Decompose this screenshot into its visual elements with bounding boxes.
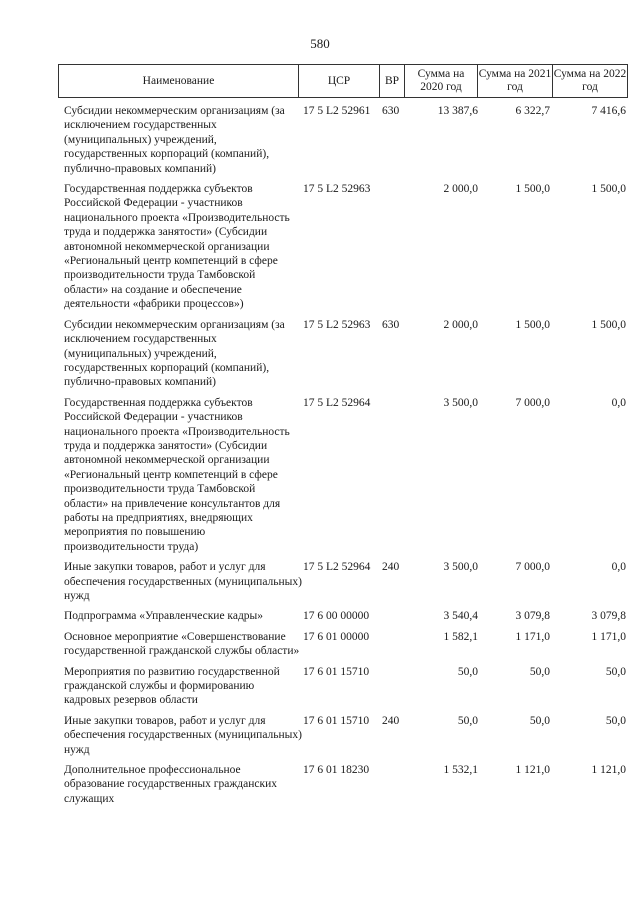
table-row bbox=[0, 763, 640, 806]
table-row bbox=[0, 396, 640, 554]
row-name: Основное мероприятие «Совершенствование государственной гражданской службы области» bbox=[64, 630, 300, 658]
row-csr: 17 5 L2 52963 bbox=[303, 183, 371, 196]
row-sum-2020: 1 532,1 bbox=[443, 764, 478, 777]
table-row bbox=[0, 182, 640, 312]
row-vr: 240 bbox=[382, 714, 400, 727]
table-row bbox=[0, 630, 640, 659]
row-csr: 17 5 L2 52964 bbox=[303, 561, 371, 574]
table-header bbox=[58, 64, 628, 98]
row-sum-2021: 7 000,0 bbox=[515, 561, 550, 574]
row-csr: 17 6 01 00000 bbox=[303, 630, 370, 643]
header-sum-2020: Сумма на 2020 год bbox=[404, 64, 478, 98]
row-sum-2022: 0,0 bbox=[611, 396, 626, 409]
table-row bbox=[0, 714, 640, 757]
row-sum-2020: 13 387,6 bbox=[437, 105, 478, 117]
row-sum-2020: 2 000,0 bbox=[443, 318, 478, 331]
row-sum-2022: 1 500,0 bbox=[591, 183, 626, 196]
row-sum-2021: 1 500,0 bbox=[515, 183, 550, 196]
row-sum-2022: 1 171,0 bbox=[591, 630, 626, 643]
row-sum-2020: 3 540,4 bbox=[443, 610, 478, 623]
header-csr: ЦСР bbox=[298, 64, 380, 98]
row-sum-2020: 2 000,0 bbox=[443, 183, 478, 196]
row-vr: 240 bbox=[382, 561, 400, 574]
row-csr: 17 6 01 15710 bbox=[303, 665, 370, 678]
row-csr: 17 5 L2 52964 bbox=[303, 396, 371, 409]
header-vr: ВР bbox=[379, 64, 405, 98]
header-name: Наименование bbox=[58, 64, 299, 98]
row-sum-2020: 3 500,0 bbox=[443, 396, 478, 409]
row-sum-2020: 50,0 bbox=[457, 714, 478, 727]
row-sum-2022: 0,0 bbox=[611, 561, 626, 574]
row-sum-2021: 6 322,7 bbox=[515, 105, 550, 117]
row-vr: 630 bbox=[382, 105, 400, 117]
row-name: Субсидии некоммерческим организациям (за исключением государственных (муниципальных) учреждений, государственных корпораций (компаний), публично-правовых компаний) bbox=[64, 105, 285, 175]
row-sum-2021: 7 000,0 bbox=[515, 396, 550, 409]
table-row bbox=[0, 560, 640, 603]
header-sum-2021: Сумма на 2021 год bbox=[477, 64, 553, 98]
row-sum-2022: 50,0 bbox=[605, 714, 626, 727]
row-name: Иные закупки товаров, работ и услуг для обеспечения государственных (муниципальных) нужд bbox=[64, 561, 302, 602]
table-body bbox=[0, 104, 640, 806]
row-name: Государственная поддержка субъектов Российской Федерации - участников национального проекта «Производительность труда и поддержка занятости» (Субсидии автономной некоммерческой организации «Региональный центр компетенций в сфере производительности труда Тамбовской области» на создание и обеспечение деятельности «фабрики процессов») bbox=[64, 183, 290, 311]
row-sum-2022: 50,0 bbox=[605, 665, 626, 678]
row-name: Подпрограмма «Управленческие кадры» bbox=[64, 610, 264, 623]
row-name: Мероприятия по развитию государственной гражданской службы и формированию кадровых резервов области bbox=[64, 665, 280, 707]
header-sum-2022: Сумма на 2022 год bbox=[552, 64, 628, 98]
row-sum-2020: 50,0 bbox=[457, 665, 478, 678]
row-sum-2020: 1 582,1 bbox=[443, 630, 478, 643]
row-csr: 17 6 00 00000 bbox=[303, 610, 370, 623]
table-row bbox=[0, 104, 640, 176]
row-sum-2021: 50,0 bbox=[529, 665, 550, 678]
row-sum-2022: 1 121,0 bbox=[591, 764, 626, 777]
row-sum-2021: 1 171,0 bbox=[515, 630, 550, 643]
row-sum-2021: 3 079,8 bbox=[515, 610, 550, 623]
page-number: 580 bbox=[310, 36, 330, 51]
row-vr: 630 bbox=[382, 318, 400, 331]
table-row bbox=[0, 318, 640, 390]
row-sum-2022: 3 079,8 bbox=[591, 610, 626, 623]
table-row bbox=[0, 665, 640, 708]
row-csr: 17 6 01 15710 bbox=[303, 714, 370, 727]
row-csr: 17 5 L2 52963 bbox=[303, 318, 371, 331]
row-sum-2021: 1 121,0 bbox=[515, 764, 550, 777]
row-csr: 17 5 L2 52961 bbox=[303, 105, 371, 117]
row-name: Дополнительное профессиональное образование государственных гражданских служащих bbox=[64, 764, 277, 805]
row-name: Государственная поддержка субъектов Российской Федерации - участников национального проекта «Производительность труда и поддержка занятости» (Субсидии автономной некоммерческой организации «Региональный центр компетенций в сфере производительности труда Тамбовской области» на привлечение консультантов для работы на предприятиях, внедряющих мероприятия по повышению производительности труда) bbox=[64, 396, 290, 553]
row-sum-2022: 7 416,6 bbox=[591, 105, 626, 117]
row-sum-2021: 1 500,0 bbox=[515, 318, 550, 331]
row-csr: 17 6 01 18230 bbox=[303, 764, 370, 777]
row-sum-2021: 50,0 bbox=[529, 714, 550, 727]
row-name: Субсидии некоммерческим организациям (за исключением государственных (муниципальных) учреждений, государственных корпораций (компаний), публично-правовых компаний) bbox=[64, 318, 285, 389]
row-name: Иные закупки товаров, работ и услуг для обеспечения государственных (муниципальных) нужд bbox=[64, 714, 302, 756]
row-sum-2020: 3 500,0 bbox=[443, 561, 478, 574]
table-row bbox=[0, 609, 640, 623]
row-sum-2022: 1 500,0 bbox=[591, 318, 626, 331]
